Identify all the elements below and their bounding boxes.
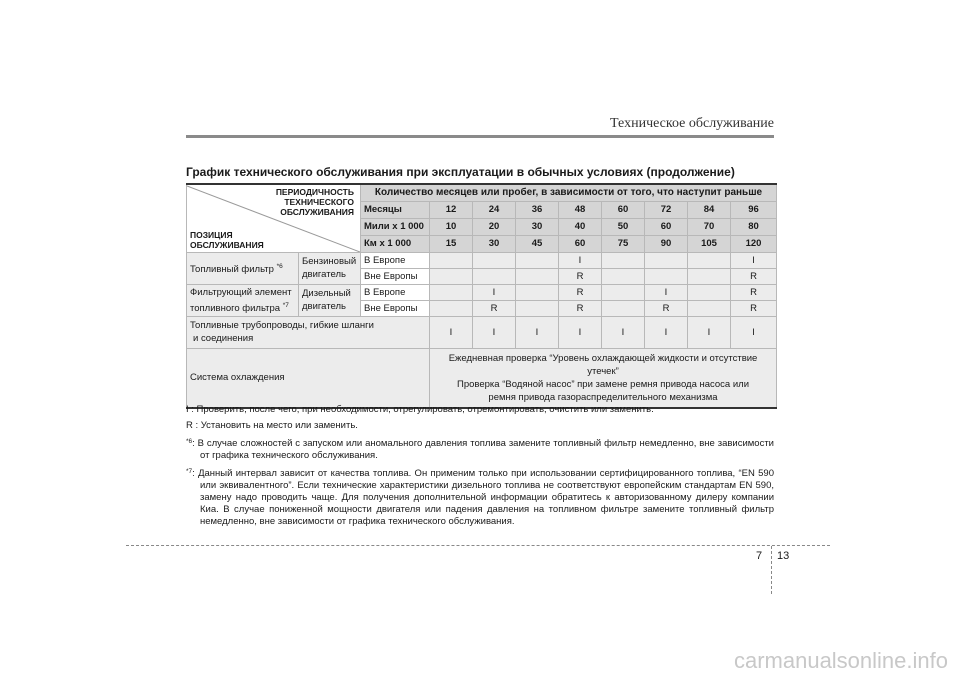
footnote-6: $^{*6}$: В случае сложностей с запуском или аномального давления топлива замените топливный фильтр немедленно, вне зависимости от графика технического обслуживания.: [186, 438, 774, 461]
schedule-mark: [688, 252, 731, 268]
region-outside-europe: Вне Европы: [361, 300, 430, 316]
km-value: 30: [473, 235, 516, 252]
footnotes: [186, 404, 774, 532]
legend-replace: R : Установить на место или заменить.: [186, 420, 358, 431]
interval-header: Количество месяцев или пробег, в зависимости от того, что наступит раньше: [361, 184, 777, 201]
header-rule: [186, 135, 774, 138]
schedule-mark: [516, 268, 559, 284]
section-title: Техническое обслуживание: [610, 116, 774, 131]
footer-rule: [126, 545, 830, 546]
footnote-mark: *6: [276, 262, 283, 270]
schedule-mark: I: [516, 316, 559, 348]
km-value: 120: [731, 235, 777, 252]
miles-value: 10: [430, 218, 473, 235]
schedule-mark: [516, 300, 559, 316]
schedule-mark: I: [645, 316, 688, 348]
schedule-mark: I: [559, 252, 602, 268]
region-europe: В Европе: [361, 252, 430, 268]
schedule-mark: [430, 252, 473, 268]
schedule-mark: R: [559, 268, 602, 284]
schedule-mark: I: [602, 316, 645, 348]
schedule-mark: R: [645, 300, 688, 316]
page-heading: График технического обслуживания при эксплуатации в обычных условиях (продолжение): [186, 165, 735, 179]
schedule-mark: I: [473, 284, 516, 300]
schedule-mark: [602, 300, 645, 316]
schedule-mark: R: [731, 300, 777, 316]
schedule-mark: [473, 252, 516, 268]
miles-value: 70: [688, 218, 731, 235]
schedule-mark: I: [731, 316, 777, 348]
schedule-mark: [688, 268, 731, 284]
months-value: 24: [473, 201, 516, 218]
schedule-mark: [602, 284, 645, 300]
schedule-mark: R: [559, 300, 602, 316]
km-value: 90: [645, 235, 688, 252]
miles-value: 40: [559, 218, 602, 235]
km-value: 105: [688, 235, 731, 252]
schedule-mark: [430, 300, 473, 316]
corner-bottom-label: ПОЗИЦИЯ ОБСЛУЖИВАНИЯ: [190, 229, 264, 250]
km-value: 15: [430, 235, 473, 252]
months-value: 36: [516, 201, 559, 218]
months-value: 60: [602, 201, 645, 218]
km-label: Км х 1 000: [361, 235, 430, 252]
schedule-mark: R: [473, 300, 516, 316]
schedule-mark: [645, 268, 688, 284]
schedule-mark: I: [688, 316, 731, 348]
schedule-mark: I: [645, 284, 688, 300]
schedule-mark: [602, 268, 645, 284]
miles-value: 50: [602, 218, 645, 235]
chapter-number: 7: [756, 550, 763, 562]
page-number: 13: [777, 550, 790, 562]
schedule-mark: [688, 284, 731, 300]
miles-value: 80: [731, 218, 777, 235]
schedule-mark: [473, 268, 516, 284]
miles-value: 60: [645, 218, 688, 235]
fuel-filter-element-label: Фильтрующий элемент топливного фильтра $^{*7}$: [187, 284, 299, 316]
region-europe: В Европе: [361, 284, 430, 300]
months-value: 12: [430, 201, 473, 218]
region-outside-europe: Вне Европы: [361, 268, 430, 284]
miles-label: Мили х 1 000: [361, 218, 430, 235]
schedule-mark: [430, 268, 473, 284]
miles-value: 30: [516, 218, 559, 235]
fuel-lines-label: Топливные трубопроводы, гибкие шланги и соединения: [187, 316, 430, 348]
schedule-mark: [688, 300, 731, 316]
schedule-mark: I: [473, 316, 516, 348]
schedule-mark: R: [731, 268, 777, 284]
months-value: 72: [645, 201, 688, 218]
schedule-mark: [516, 284, 559, 300]
schedule-mark: I: [430, 316, 473, 348]
months-label: Месяцы: [361, 201, 430, 218]
legend-inspect: I : Проверить, после чего, при необходимости, отрегулировать, отремонтировать, очистить или заменить.: [186, 404, 654, 415]
schedule-mark: [430, 284, 473, 300]
km-value: 45: [516, 235, 559, 252]
months-value: 48: [559, 201, 602, 218]
footer-divider: [771, 546, 772, 594]
schedule-mark: I: [731, 252, 777, 268]
footnote-mark: *7: [282, 301, 289, 309]
schedule-mark: [516, 252, 559, 268]
petrol-engine-label: Бензиновый двигатель: [299, 252, 361, 284]
footnote-7: $^{*7}$: Данный интервал зависит от качества топлива. Он применим только при использовании сертифицированного топлива, “EN 590 или эквивалентного”. Если технические характеристики дизельного топлива не соответствуют европейским стандартам EN 590, замену надо проводить чаще. Для получения дополнительной информации обратитесь к авторизованному дилеру компании Киа. В случае пониженной мощности двигателя или падения давления на топливном фильтре замените топливный фильтр немедленно, вне зависимости от графика технического обслуживания.: [186, 468, 774, 527]
km-value: 75: [602, 235, 645, 252]
schedule-mark: R: [731, 284, 777, 300]
schedule-mark: R: [559, 284, 602, 300]
schedule-mark: [645, 252, 688, 268]
corner-top-label: ПЕРИОДИЧНОСТЬ ТЕХНИЧЕСКОГО ОБСЛУЖИВАНИЯ: [275, 187, 354, 217]
miles-value: 20: [473, 218, 516, 235]
cooling-system-label: Система охлаждения: [187, 348, 430, 408]
table-corner: [187, 184, 361, 252]
months-value: 96: [731, 201, 777, 218]
diesel-engine-label: Дизельный двигатель: [299, 284, 361, 316]
schedule-mark: [602, 252, 645, 268]
months-value: 84: [688, 201, 731, 218]
km-value: 60: [559, 235, 602, 252]
watermark: carmanualsonline.info: [733, 648, 948, 673]
fuel-filter-label: Топливный фильтр $^{*6}$: [187, 252, 299, 284]
schedule-mark: I: [559, 316, 602, 348]
maintenance-grid: [186, 183, 777, 409]
cooling-system-note: Ежедневная проверка “Уровень охлаждающей жидкости и отсутствие утечек” Проверка “Водяной насос” при замене ремня привода насоса или ремня привода газораспределительного механизма: [430, 348, 777, 408]
